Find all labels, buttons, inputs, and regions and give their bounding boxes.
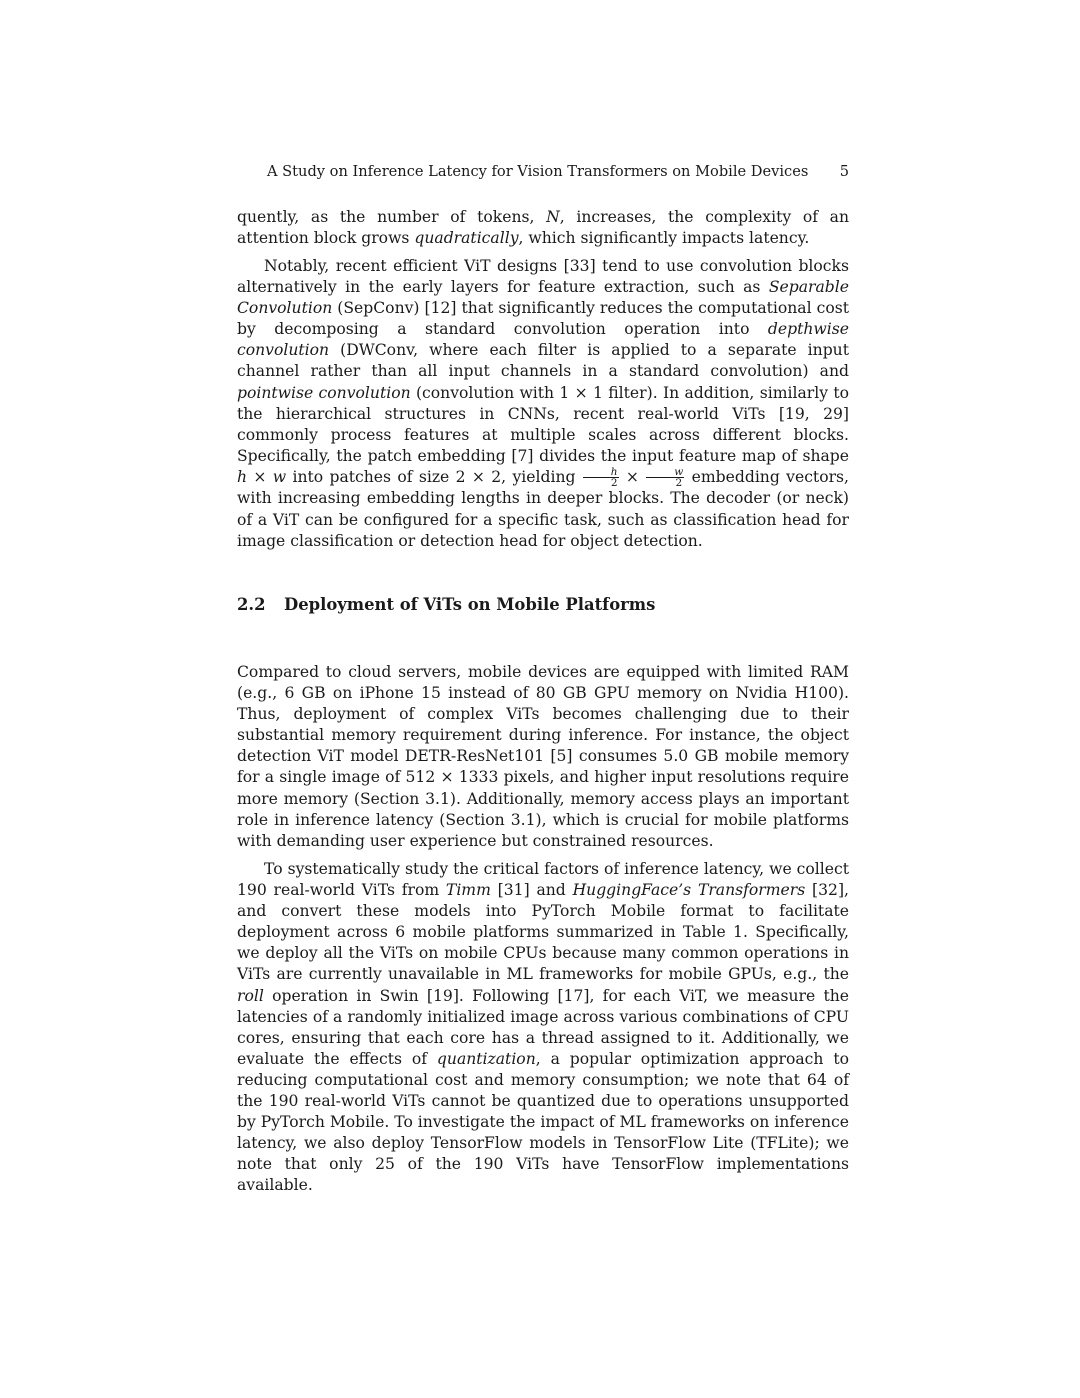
- page-number: 5: [839, 163, 849, 180]
- text-run: (SepConv) [12] that significantly reduces the computational cost by decomposing a standard convolution operation into: [237, 299, 849, 339]
- text-run: [32], and convert these models into PyTorch Mobile format to facilitate deployment across 6 mobile platforms summarized in Table 1. Specifically, we deploy all the ViTs on mobile CPUs because many common operations in ViTs are currently unavailable in ML frameworks for mobile GPUs, e.g., the: [237, 881, 849, 984]
- text-run: [31] and: [490, 881, 573, 900]
- fraction-numerator: w: [646, 467, 684, 478]
- paragraph-mobile-memory: Compared to cloud servers, mobile devices are equipped with limited RAM (e.g., 6 GB on iPhone 15 instead of 80 GB GPU memory on Nvidia H100). Thus, deployment of complex ViTs becomes challenging due to their substantial memory requirement during inference. For instance, the object detection ViT model DETR-ResNet101 [5] consumes 5.0 GB mobile memory for a single image of 512 × 1333 pixels, and higher input resolutions require more memory (Section 3.1). Additionally, memory access plays an important role in inference latency (Section 3.1), which is crucial for mobile platforms with demanding user experience but constrained resources.: [237, 663, 849, 850]
- text-run: embedding vectors, with increasing embedding lengths in deeper blocks. The decoder (or neck) of a ViT can be configured for a specific task, such as classification head for image classification or detection head for object detection.: [237, 467, 849, 550]
- text-run: (convolution with 1 × 1 filter). In addition, similarly to the hierarchical structures in CNNs, recent real-world ViTs [19, 29] commonly process features at multiple scales across different blocks. Specifically, the patch embedding [7] divides the input feature map of shape: [237, 383, 849, 465]
- text-run: quently, as the number of tokens,: [237, 208, 547, 226]
- emphasis: depthwise convolution: [237, 320, 849, 360]
- section-heading: [237, 594, 849, 616]
- times-sign: ×: [619, 467, 646, 486]
- fraction-denominator: 2: [610, 477, 618, 490]
- emphasis: quantization: [436, 1049, 536, 1068]
- math-w: w: [272, 467, 287, 486]
- fraction-w-over-2: [646, 467, 684, 488]
- text-run: , increases, the complexity of an attention block grows: [237, 208, 849, 248]
- text-run: operation in Swin [19]. Following [17], for each ViT, we measure the latencies of a randomly initialized image across various combinations of CPU cores, ensuring that each core has a thread assigned to it. Additionally, we evaluate the effects of: [237, 986, 849, 1068]
- math-h: h: [237, 467, 248, 486]
- text-run: into patches of size 2 × 2, yielding: [286, 467, 582, 486]
- running-title: A Study on Inference Latency for Vision Transformers on Mobile Devices: [267, 163, 809, 180]
- text-run: (DWConv, where each filter is applied to a separate input channel rather than all input channels in a standard convolution) and: [237, 341, 849, 381]
- paragraph-study-setup: [237, 859, 849, 1197]
- emphasis: Separable Convolution: [237, 278, 849, 318]
- emphasis: HuggingFace’s Transformers: [572, 881, 806, 900]
- times-sign: ×: [247, 467, 273, 486]
- fraction-denominator: 2: [675, 477, 683, 490]
- fraction-h-over-2: [583, 467, 619, 488]
- text-run: To systematically study the critical factors of inference latency, we collect 190 real-world ViTs from: [237, 860, 849, 900]
- math-n: N: [546, 208, 560, 226]
- fraction-numerator: h: [583, 467, 619, 478]
- emphasis: pointwise convolution: [237, 383, 411, 402]
- emphasis: roll: [237, 986, 264, 1005]
- text-run: Notably, recent efficient ViT designs [33] tend to use convolution blocks alternatively in the early layers for feature extraction, such as: [237, 257, 849, 297]
- emphasis: Timm: [445, 881, 491, 900]
- section-title: Deployment of ViTs on Mobile Platforms: [284, 595, 656, 614]
- section-number: 2.2: [237, 595, 266, 614]
- emphasis: quadratically: [414, 229, 519, 248]
- text-run: , a popular optimization approach to reducing computational cost and memory consumption; we note that 64 of the 190 real-world ViTs cannot be quantized due to operations unsupported by PyTorch Mobile. To investigate the impact of ML frameworks on inference latency, we also deploy TensorFlow models in TensorFlow Lite (TFLite); we note that only 25 of the 190 ViTs have TensorFlow implementations available.: [237, 1049, 850, 1195]
- paragraph-continued: [237, 207, 849, 249]
- text-run: , which significantly impacts latency.: [518, 229, 810, 248]
- paragraph-vit-designs: [237, 256, 849, 552]
